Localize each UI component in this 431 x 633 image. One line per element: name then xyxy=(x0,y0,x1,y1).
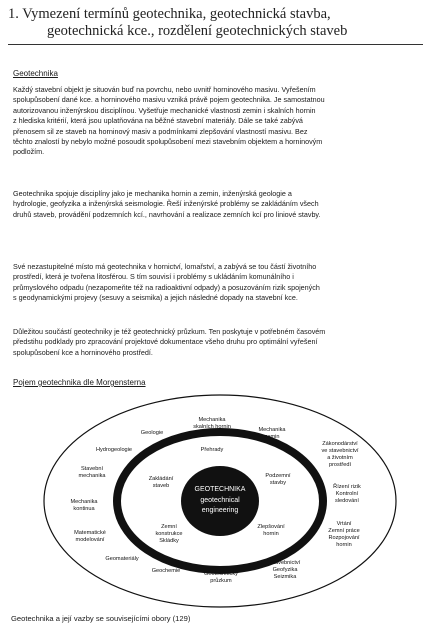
paragraph-line: podložím. xyxy=(13,147,45,157)
chapter-heading xyxy=(8,6,423,45)
label-zemni-3: Skládky xyxy=(159,538,179,544)
label-geomaterialy: Geomateriály xyxy=(105,556,139,562)
label-rizeni-rizik-2: Kontrolní xyxy=(335,491,359,497)
label-zlepsovani: Zlepšování xyxy=(257,524,285,530)
label-hydrogeologie: Hydrogeologie xyxy=(95,447,133,453)
chapter-heading-line2: geotechnická kce., rozdělení geotechnických staveb xyxy=(47,23,348,39)
label-geochemie: Geochemie xyxy=(151,568,181,574)
paragraph-line: spolupůsobení kce a horninového prostředí. xyxy=(13,347,153,357)
paragraph-2 xyxy=(13,189,418,220)
label-zakonodarstvi: Zákonodárství xyxy=(322,441,358,447)
label-mat-model: Matematické xyxy=(74,530,106,536)
label-mech-skalnich: Mechanika xyxy=(198,417,226,423)
section-title-geotechnika: Geotechnika xyxy=(13,69,58,78)
label-zakonodarstvi-3: a životním xyxy=(327,455,353,461)
label-stav-geofyzika: Stavebnictví xyxy=(269,560,301,566)
label-vrtani-4: hornin xyxy=(336,542,352,548)
paragraph-line: spolupůsobení dané kce. a horninového masivu vzniká právě pojem geotechnika. Je samostatnou xyxy=(13,95,325,105)
label-rizeni-rizik: Řízení rizik xyxy=(333,484,361,490)
label-mech-zemin-2: zemin xyxy=(264,434,280,440)
label-zemni: Zemní xyxy=(161,524,177,530)
label-zlepsovani-2: hornin xyxy=(263,531,279,537)
paragraph-line: přenosem sil ze staveb na horninový masiv a podmínkami zlepšování vlastností masivu. Bez xyxy=(13,126,308,136)
label-zakladani: Zakládání xyxy=(148,476,174,482)
label-geologie: Geologie xyxy=(140,430,164,436)
paragraph-line: Geotechnika spojuje disciplíny jako je mechanika hornin a zemin, inženýrská geologie a xyxy=(13,189,292,198)
label-zakonodarstvi-2: ve stavebnictví xyxy=(321,448,359,454)
label-mech-zemin: Mechanika xyxy=(258,427,286,433)
center-sub1: geotechnical xyxy=(200,497,240,504)
label-mat-model-2: modelování xyxy=(75,537,105,543)
center-sub2: engineering xyxy=(201,507,239,514)
label-podzemni-2: stavby xyxy=(269,480,287,486)
paragraph-line: Důležitou součástí geotechniky je též geotechnický průzkum. Ten poskytuje v potřebném časovém xyxy=(13,327,326,336)
paragraph-line: prostředí, která je tvořena litosférou. S tím souvisí i problémy s ukládáním komunálního i xyxy=(13,272,294,282)
chapter-heading-line1: 1. Vymezení termínů geotechnika, geotechnická stavba, xyxy=(8,6,331,22)
label-zakonodarstvi-4: prostředí xyxy=(328,462,352,468)
paragraph-line: s geodynamickými projevy (sesuvy a seismika) a jejich následné dopady na stavební kce. xyxy=(13,293,298,303)
morgenstern-diagram xyxy=(40,388,400,610)
label-vrtani-2: Zemní práce xyxy=(328,528,360,534)
label-stav-geofyzika-2: Geofyzika xyxy=(272,567,298,573)
label-zemni-2: konstrukce xyxy=(155,531,183,537)
label-stavebni-mech: Stavební xyxy=(80,466,104,472)
diagram-title: Pojem geotechnika dle Morgensterna xyxy=(13,378,146,387)
paragraph-line: průmyslového odpadu (nezapomeňte též na radioaktivní odpady) a posuzováním rizik spojených xyxy=(13,282,320,292)
label-mech-skalnich-2: skalních hornin xyxy=(193,424,231,430)
center-title: GEOTECHNIKA xyxy=(194,486,246,493)
label-prehrady: Přehrady xyxy=(200,447,224,453)
paragraph-3 xyxy=(13,262,418,304)
paragraph-line: Své nezastupitelné místo má geotechnika v hornictví, lomařství, a zabývá se tou částí životního xyxy=(13,262,317,271)
paragraph-line: těchto znalostí by nebylo možné posoudit spolupůsobení mezi stavebním objektem a horninovým xyxy=(13,137,323,147)
figure-caption: Geotechnika a její vazby se souvisejícími obory (129) xyxy=(11,614,191,623)
label-stav-geofyzika-3: Seizmika xyxy=(273,574,297,580)
label-stavebni-mech-2: mechanika xyxy=(78,473,106,479)
label-vrtani-3: Rozpojování xyxy=(328,535,360,541)
paragraph-line: autorizovanou inženýrskou disciplínou. Vyšetřuje mechanické vlastnosti zemin i skalních hornin xyxy=(13,105,316,115)
paragraph-line: předstihu podklady pro zpracování projektové dokumentace všeho druhu pro optimální vyřešení xyxy=(13,337,318,347)
label-geotech-pruzkum: Geotechnický xyxy=(204,571,238,577)
paragraph-line: z hlediska kritérií, která jsou uplatňována na běžné stavební materiály. Dále se také zabývá xyxy=(13,116,303,126)
paragraph-line: Každý stavební objekt je situován buď na povrchu, nebo uvnitř horninového masivu. Vyřešením xyxy=(13,85,316,94)
label-zakladani-2: staveb xyxy=(152,483,170,489)
paragraph-4 xyxy=(13,327,418,358)
label-mech-kontinua: Mechanika xyxy=(70,499,98,505)
label-mech-kontinua-2: kontinua xyxy=(73,506,95,512)
label-geotech-pruzkum-2: průzkum xyxy=(210,578,232,584)
paragraph-line: druhů staveb, provádění podzemních kcí., navrhování a realizace zemních kcí pro liniové stavby. xyxy=(13,209,321,219)
paragraph-1 xyxy=(13,85,418,158)
label-podzemni: Podzemní xyxy=(265,473,291,479)
label-rizeni-rizik-3: sledování xyxy=(335,498,359,504)
label-vrtani: Vrtání xyxy=(336,521,352,527)
paragraph-line: hydrologie, geofyzika a inženýrská seismologie. Řeší inženýrské problémy se zakládáním všech xyxy=(13,199,319,209)
